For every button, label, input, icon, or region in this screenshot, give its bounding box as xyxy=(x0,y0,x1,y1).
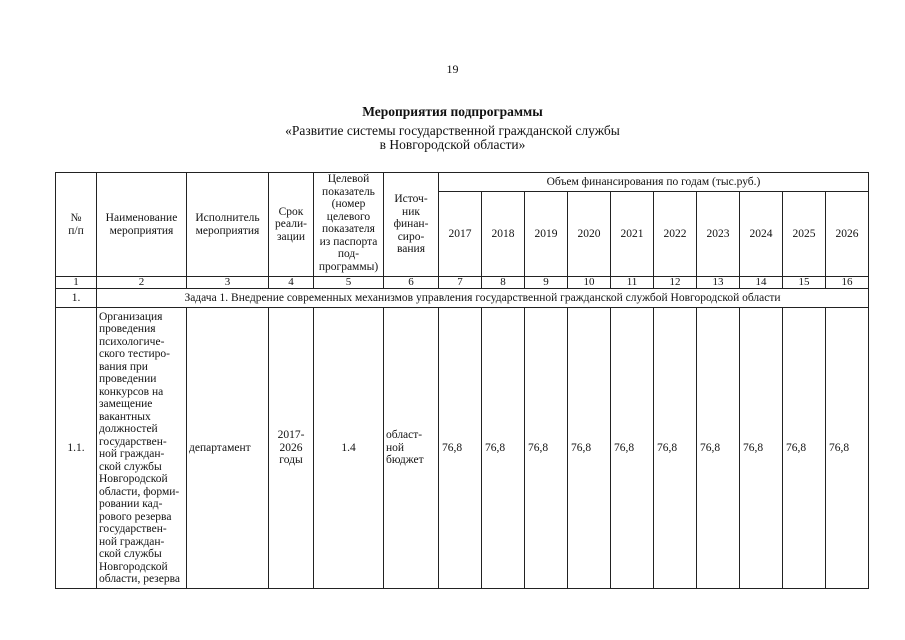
header-row xyxy=(56,173,869,192)
header-year: 2020 xyxy=(568,192,611,277)
column-number: 13 xyxy=(697,277,740,289)
row-funding-source: област- ной бюджет xyxy=(384,308,439,589)
row-year-value: 76,8 xyxy=(568,308,611,589)
task-text: Задача 1. Внедрение современных механизмов управления государственной гражданской службой Новгородской области xyxy=(97,289,869,308)
header-year: 2018 xyxy=(482,192,525,277)
column-number: 15 xyxy=(783,277,826,289)
header-term: Срок реали- зации xyxy=(269,173,314,277)
header-funding: Объем финансирования по годам (тыс.руб.) xyxy=(439,173,869,192)
column-number: 5 xyxy=(314,277,384,289)
column-number: 10 xyxy=(568,277,611,289)
column-number-row xyxy=(56,277,869,289)
row-year-value: 76,8 xyxy=(783,308,826,589)
document-title: Мероприятия подпрограммы xyxy=(362,104,543,119)
task-number: 1. xyxy=(56,289,97,308)
header-executor: Исполнитель мероприятия xyxy=(187,173,269,277)
header-name: Наименование мероприятия xyxy=(97,173,187,277)
column-number: 11 xyxy=(611,277,654,289)
header-year: 2023 xyxy=(697,192,740,277)
page-number: 19 xyxy=(446,62,459,76)
row-number: 1.1. xyxy=(56,308,97,589)
header-year: 2022 xyxy=(654,192,697,277)
header-source: Источ- ник финан- сиро- вания xyxy=(384,173,439,277)
header-year: 2019 xyxy=(525,192,568,277)
row-year-value: 76,8 xyxy=(740,308,783,589)
row-year-value: 76,8 xyxy=(482,308,525,589)
row-year-value: 76,8 xyxy=(826,308,869,589)
column-number: 12 xyxy=(654,277,697,289)
header-year: 2026 xyxy=(826,192,869,277)
row-term: 2017- 2026 годы xyxy=(269,308,314,589)
header-target: Целевой показатель (номер целевого показателя из паспорта под- программы) xyxy=(314,173,384,277)
column-number: 3 xyxy=(187,277,269,289)
column-number: 6 xyxy=(384,277,439,289)
table-row xyxy=(56,308,869,589)
column-number: 4 xyxy=(269,277,314,289)
column-number: 8 xyxy=(482,277,525,289)
row-activity-name: Организация проведения психологиче- ского тестиро- вания при проведении конкурсов на замещение вакантных должностей государствен- ной граждан- ской службы Новгородской области, форми- ровании кад- рового резерва государствен- ной граждан- ской службы Новгородской области, резерва xyxy=(97,308,187,589)
row-year-value: 76,8 xyxy=(525,308,568,589)
column-number: 9 xyxy=(525,277,568,289)
header-year: 2024 xyxy=(740,192,783,277)
column-number: 7 xyxy=(439,277,482,289)
header-year: 2025 xyxy=(783,192,826,277)
header-num: № п/п xyxy=(56,173,97,277)
subtitle-line: в Новгородской области» xyxy=(379,137,526,152)
row-executor: департамент xyxy=(187,308,269,589)
column-number: 14 xyxy=(740,277,783,289)
activities-table xyxy=(55,172,869,589)
row-year-value: 76,8 xyxy=(439,308,482,589)
task-row xyxy=(56,289,869,308)
row-year-value: 76,8 xyxy=(697,308,740,589)
column-number: 16 xyxy=(826,277,869,289)
row-year-value: 76,8 xyxy=(654,308,697,589)
header-year: 2021 xyxy=(611,192,654,277)
column-number: 1 xyxy=(56,277,97,289)
document-subtitle xyxy=(0,124,905,152)
column-number: 2 xyxy=(97,277,187,289)
header-year: 2017 xyxy=(439,192,482,277)
row-target-indicator: 1.4 xyxy=(314,308,384,589)
subtitle-line: «Развитие системы государственной гражданской службы xyxy=(285,123,620,138)
row-year-value: 76,8 xyxy=(611,308,654,589)
